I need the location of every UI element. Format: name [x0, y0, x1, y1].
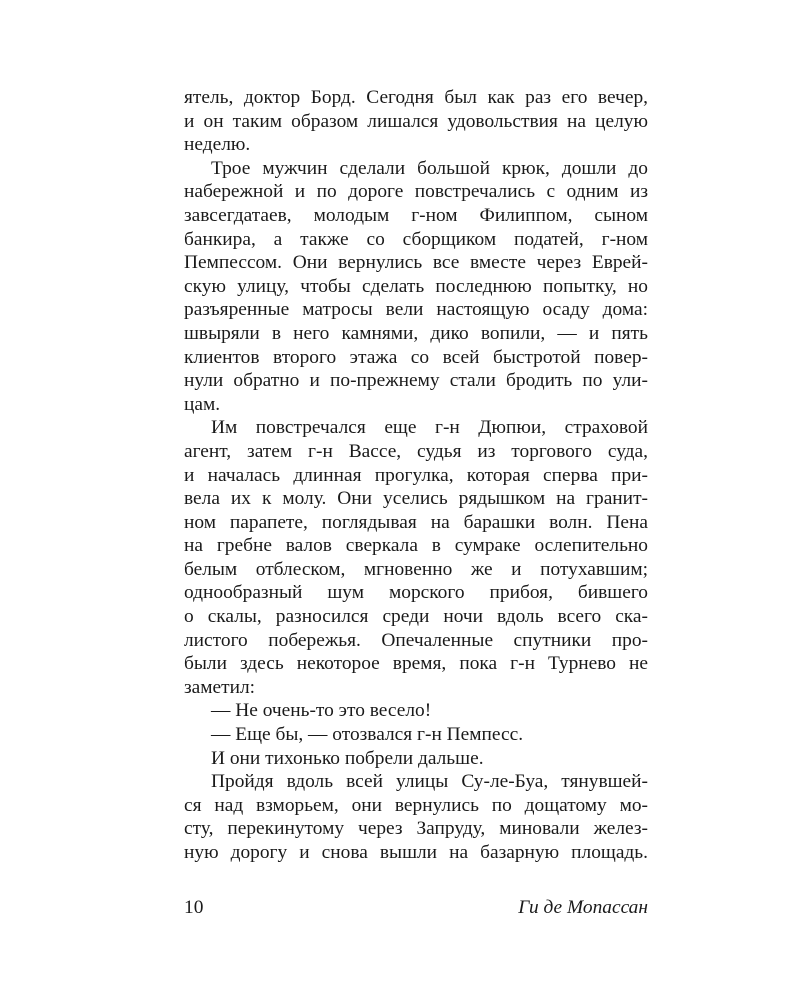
text-line: И они тихонько побрели дальше.	[211, 747, 484, 769]
text-line: набережной и по дороге повстречались с одним из	[184, 181, 648, 203]
text-line: разъяренные матросы вели настоящую осаду дома:	[184, 299, 648, 321]
text-line: о скалы, разносился среди ночи вдоль всего ска-	[184, 606, 648, 628]
text-line: скую улицу, чтобы сделать последнюю попытку, но	[184, 275, 648, 297]
text-line: вела их к молу. Они уселись рядышком на гранит-	[184, 488, 648, 510]
text-line: белым отблеском, мгновенно же и потухавшим;	[184, 558, 648, 580]
text-line: — Еще бы, — отозвался г-н Пемпесс.	[211, 724, 524, 746]
text-line: нули обратно и по-прежнему стали бродить по ули-	[184, 370, 648, 392]
text-line: были здесь некоторое время, пока г-н Турнево не	[184, 653, 648, 675]
text-line: ся над взморьем, они вернулись по дощатому мо-	[184, 794, 648, 816]
text-line: Пройдя вдоль всей улицы Су-ле-Буа, тянувшей-	[211, 771, 648, 793]
text-line: цам.	[184, 393, 221, 415]
text-line: завсегдатаев, молодым г-ном Филиппом, сыном	[184, 204, 648, 226]
text-line: ном парапете, поглядывая на барашки волн. Пена	[184, 511, 648, 533]
text-line: ятель, доктор Борд. Сегодня был как раз его вечер,	[184, 87, 648, 108]
page-body	[184, 86, 648, 865]
page-footer	[184, 896, 648, 920]
text-line: однообразный шум морского прибоя, бившего	[184, 582, 648, 604]
text-line: заметил:	[184, 676, 256, 698]
text-line: неделю.	[184, 134, 251, 156]
text-line: клиентов второго этажа со всей быстротой повер-	[184, 346, 648, 368]
text-line: ную дорогу и снова вышли на базарную площадь.	[184, 842, 648, 863]
text-line: швыряли в него камнями, дико вопили, — и пять	[184, 322, 648, 344]
text-line: Им повстречался еще г-н Дюпюи, страховой	[211, 417, 648, 439]
text-line: на гребне валов сверкала в сумраке ослепительно	[184, 535, 648, 557]
text-line: сту, перекинутому через Запруду, миновали желез-	[184, 818, 648, 840]
text-line: — Не очень-то это весело!	[211, 700, 432, 722]
text-line: листого побережья. Опечаленные спутники про-	[184, 629, 648, 651]
text-line: и он таким образом лишался удовольствия на целую	[184, 110, 648, 132]
running-author: Ги де Мопассан	[518, 897, 648, 918]
text-line: агент, затем г-н Вассе, судья из торгового суда,	[184, 440, 648, 462]
text-line: Трое мужчин сделали большой крюк, дошли до	[211, 157, 648, 179]
text-line: Пемпессом. Они вернулись все вместе через Еврей-	[184, 252, 648, 274]
text-line: банкира, а также со сборщиком податей, г-ном	[184, 228, 648, 250]
page-number: 10	[184, 897, 204, 918]
text-line: и началась длинная прогулка, которая сперва при-	[184, 464, 648, 486]
